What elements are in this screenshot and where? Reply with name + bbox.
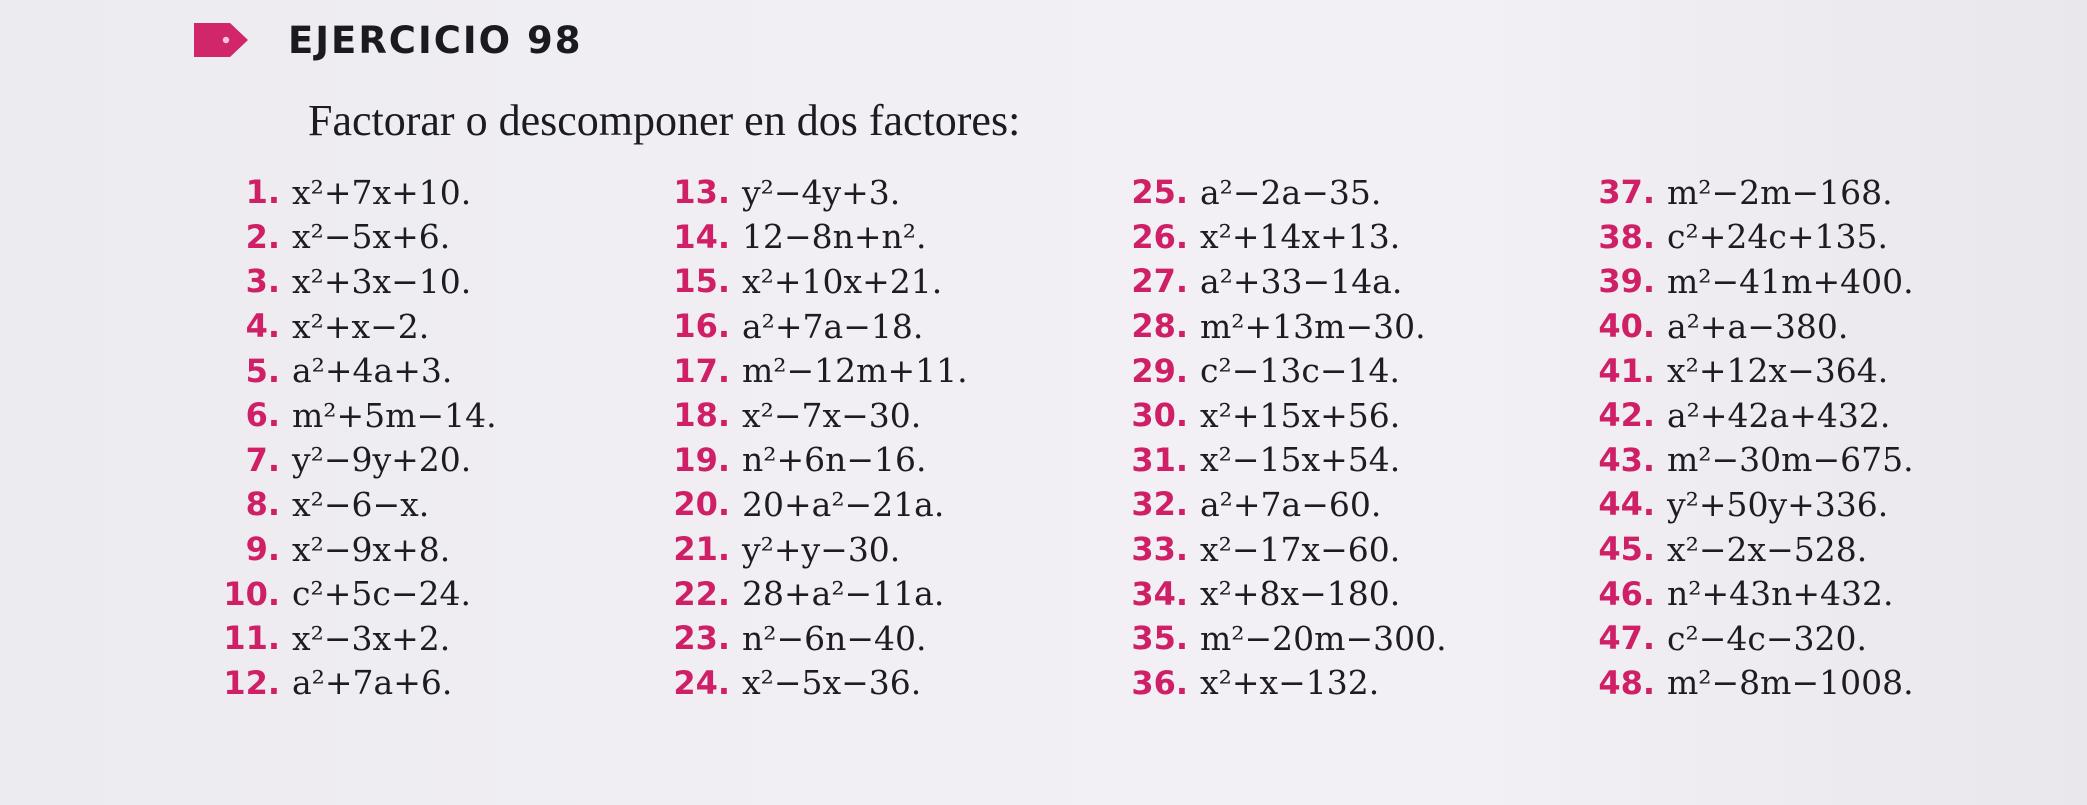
exercise-item <box>1118 616 1447 661</box>
exercise-item <box>1118 438 1447 483</box>
exercise-expression: m²−2m−168. <box>1667 172 1893 212</box>
exercise-item <box>660 393 968 438</box>
exercise-number: 7. <box>245 440 280 479</box>
exercise-expression: x²−5x−36. <box>742 663 922 703</box>
exercise-item <box>1585 616 1914 661</box>
exercise-expression: x²−5x+6. <box>292 217 451 257</box>
exercise-expression: c²−4c−320. <box>1667 618 1867 658</box>
exercise-number: 31. <box>1131 440 1188 479</box>
exercise-expression: n²−6n−40. <box>742 618 927 658</box>
exercise-number: 15. <box>673 262 730 301</box>
exercise-number: 5. <box>245 351 280 390</box>
exercise-expression: a²+7a+6. <box>292 663 453 703</box>
exercise-item <box>210 304 497 349</box>
exercise-expression: a²+42a+432. <box>1667 395 1891 435</box>
exercise-item <box>210 259 497 304</box>
exercise-column-4 <box>1585 170 1914 705</box>
exercise-number: 32. <box>1131 485 1188 524</box>
exercise-column-1 <box>210 170 497 705</box>
exercise-number: 47. <box>1598 619 1655 658</box>
exercise-expression: a²−2a−35. <box>1200 172 1382 212</box>
exercise-item <box>210 170 497 215</box>
exercise-number: 29. <box>1131 351 1188 390</box>
exercise-number: 9. <box>245 530 280 569</box>
exercise-number: 17. <box>673 351 730 390</box>
exercise-item <box>210 616 497 661</box>
exercise-expression: m²+5m−14. <box>292 395 497 435</box>
exercise-expression: c²+24c+135. <box>1667 217 1888 257</box>
exercise-number: 23. <box>673 619 730 658</box>
exercise-expression: x²−7x−30. <box>742 395 922 435</box>
exercise-number: 43. <box>1598 440 1655 479</box>
exercise-number: 8. <box>245 485 280 524</box>
exercise-expression: x²+7x+10. <box>292 172 472 212</box>
exercise-item <box>1118 393 1447 438</box>
exercise-number: 45. <box>1598 530 1655 569</box>
exercise-number: 21. <box>673 530 730 569</box>
exercise-expression: x²+14x+13. <box>1200 217 1401 257</box>
exercise-number: 28. <box>1131 307 1188 346</box>
exercise-number: 44. <box>1598 485 1655 524</box>
exercise-expression: x²−2x−528. <box>1667 529 1868 569</box>
exercise-expression: y²−9y+20. <box>292 440 472 480</box>
exercise-item <box>1585 215 1914 260</box>
exercise-item <box>660 304 968 349</box>
exercise-column-2 <box>660 170 968 705</box>
exercise-number: 24. <box>673 663 730 702</box>
exercise-number: 41. <box>1598 351 1655 390</box>
exercise-expression: y²+50y+336. <box>1667 484 1889 524</box>
exercise-number: 39. <box>1598 262 1655 301</box>
exercise-expression: m²−12m+11. <box>742 351 968 391</box>
exercise-item <box>660 259 968 304</box>
exercise-item <box>210 348 497 393</box>
exercise-number: 1. <box>245 173 280 212</box>
exercise-expression: x²+x−2. <box>292 306 430 346</box>
exercise-number: 6. <box>245 396 280 435</box>
exercise-item <box>1118 482 1447 527</box>
exercise-number: 12. <box>223 663 280 702</box>
exercise-expression: x²−3x+2. <box>292 618 451 658</box>
exercise-expression: a²+33−14a. <box>1200 261 1403 301</box>
exercise-item <box>1585 482 1914 527</box>
exercise-number: 35. <box>1131 619 1188 658</box>
exercise-item <box>1118 170 1447 215</box>
exercise-number: 4. <box>245 307 280 346</box>
exercise-expression: m²−8m−1008. <box>1667 663 1914 703</box>
exercise-item <box>1118 348 1447 393</box>
exercise-number: 30. <box>1131 396 1188 435</box>
exercise-item <box>1118 304 1447 349</box>
exercise-expression: m²+13m−30. <box>1200 306 1426 346</box>
exercise-number: 16. <box>673 307 730 346</box>
exercise-item <box>660 170 968 215</box>
exercise-item <box>1118 661 1447 706</box>
exercise-expression: a²+4a+3. <box>292 351 453 391</box>
exercise-item <box>1118 215 1447 260</box>
exercise-item <box>1585 438 1914 483</box>
exercise-number: 18. <box>673 396 730 435</box>
exercise-item <box>1585 259 1914 304</box>
exercise-number: 25. <box>1131 173 1188 212</box>
exercise-expression: x²+12x−364. <box>1667 351 1889 391</box>
exercise-item <box>660 616 968 661</box>
instruction-text: Factorar o descomponer en dos factores: <box>308 96 1021 145</box>
exercise-expression: x²+8x−180. <box>1200 574 1401 614</box>
pointer-tag-icon <box>192 19 250 61</box>
exercise-item <box>1585 170 1914 215</box>
exercise-item <box>1585 393 1914 438</box>
exercise-number: 22. <box>673 574 730 613</box>
exercise-expression: x²+x−132. <box>1200 663 1380 703</box>
exercise-expression: c²−13c−14. <box>1200 351 1400 391</box>
exercise-item <box>660 438 968 483</box>
exercise-item <box>210 215 497 260</box>
exercise-item <box>210 393 497 438</box>
exercise-item <box>210 527 497 572</box>
exercise-number: 42. <box>1598 396 1655 435</box>
exercise-number: 46. <box>1598 574 1655 613</box>
exercise-item <box>1118 259 1447 304</box>
exercise-item <box>1585 527 1914 572</box>
exercise-item <box>660 661 968 706</box>
exercise-column-3 <box>1118 170 1447 705</box>
exercise-expression: 12−8n+n². <box>742 217 927 257</box>
exercise-item <box>1118 571 1447 616</box>
exercise-number: 36. <box>1131 663 1188 702</box>
exercise-item <box>1118 527 1447 572</box>
exercise-expression: y²+y−30. <box>742 529 901 569</box>
exercise-expression: m²−20m−300. <box>1200 618 1447 658</box>
exercise-number: 33. <box>1131 530 1188 569</box>
exercise-number: 37. <box>1598 173 1655 212</box>
exercise-number: 34. <box>1131 574 1188 613</box>
exercise-expression: n²+43n+432. <box>1667 574 1894 614</box>
exercise-expression: 20+a²−21a. <box>742 484 945 524</box>
exercise-expression: a²+7a−18. <box>742 306 924 346</box>
exercise-expression: x²+15x+56. <box>1200 395 1401 435</box>
exercise-number: 3. <box>245 262 280 301</box>
exercise-expression: x²−9x+8. <box>292 529 451 569</box>
exercise-expression: c²+5c−24. <box>292 574 471 614</box>
exercise-item <box>1585 348 1914 393</box>
exercise-item <box>1585 571 1914 616</box>
exercise-item <box>1585 661 1914 706</box>
exercise-item <box>660 348 968 393</box>
exercise-number: 40. <box>1598 307 1655 346</box>
exercise-number: 11. <box>223 619 280 658</box>
exercise-item <box>210 482 497 527</box>
exercise-number: 13. <box>673 173 730 212</box>
exercise-item <box>660 571 968 616</box>
exercise-expression: a²+a−380. <box>1667 306 1849 346</box>
exercise-expression: y²−4y+3. <box>742 172 901 212</box>
exercise-expression: x²+10x+21. <box>742 261 943 301</box>
exercise-item <box>660 215 968 260</box>
exercise-expression: x²−15x+54. <box>1200 440 1401 480</box>
exercise-number: 27. <box>1131 262 1188 301</box>
exercise-expression: a²+7a−60. <box>1200 484 1382 524</box>
exercise-number: 10. <box>223 574 280 613</box>
exercise-expression: n²+6n−16. <box>742 440 927 480</box>
exercise-item <box>210 661 497 706</box>
exercise-expression: x²+3x−10. <box>292 261 472 301</box>
exercise-item <box>210 571 497 616</box>
exercise-expression: x²−6−x. <box>292 484 430 524</box>
exercise-columns <box>0 170 2087 730</box>
exercise-number: 19. <box>673 440 730 479</box>
exercise-item <box>1585 304 1914 349</box>
exercise-number: 38. <box>1598 217 1655 256</box>
exercise-number: 2. <box>245 217 280 256</box>
exercise-expression: 28+a²−11a. <box>742 574 945 614</box>
exercise-expression: m²−41m+400. <box>1667 261 1914 301</box>
exercise-expression: m²−30m−675. <box>1667 440 1914 480</box>
exercise-item <box>210 438 497 483</box>
exercise-title: EJERCICIO 98 <box>288 18 583 62</box>
exercise-item <box>660 482 968 527</box>
exercise-number: 20. <box>673 485 730 524</box>
exercise-number: 26. <box>1131 217 1188 256</box>
exercise-number: 14. <box>673 217 730 256</box>
exercise-item <box>660 527 968 572</box>
exercise-header <box>192 8 582 72</box>
exercise-expression: x²−17x−60. <box>1200 529 1401 569</box>
exercise-number: 48. <box>1598 663 1655 702</box>
